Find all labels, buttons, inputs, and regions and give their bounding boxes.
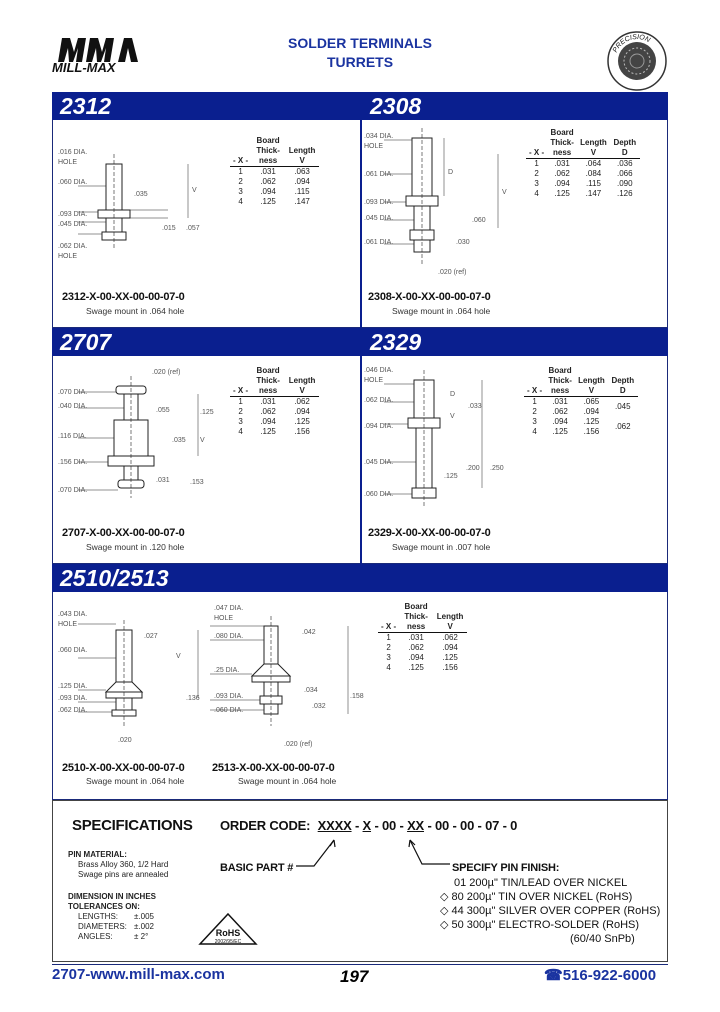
table-row: 4 .125 .156 bbox=[532, 427, 600, 436]
table-row: 2 .062 .094 bbox=[238, 407, 310, 416]
page-title bbox=[240, 34, 480, 72]
mill-max-logo bbox=[52, 36, 152, 74]
label-2308-8: .060 bbox=[472, 217, 486, 224]
footer-url[interactable]: 2707-www.mill-max.com bbox=[52, 966, 225, 983]
band-2510-2513: 2510/2513 bbox=[52, 564, 668, 592]
table-2707: - X - Board Thick-ness Length V 1 .031 .062 2 .062 .094 3 .094 .125 4 .125 .156 bbox=[230, 366, 319, 437]
table-row: 1 .031 .062 bbox=[238, 397, 310, 406]
label-2510-3: .027 bbox=[144, 633, 158, 640]
label-2707-6: .035 bbox=[172, 437, 186, 444]
label-2329-9: .200 bbox=[466, 465, 480, 472]
label-2510-0: .043 DIA. bbox=[58, 611, 88, 618]
table-row: 4 .125 .156 bbox=[238, 427, 310, 436]
label-2707-5: .116 DIA. bbox=[58, 433, 87, 440]
seal-text: PRECISION bbox=[611, 33, 652, 54]
label-2308-7: .061 DIA. bbox=[364, 239, 394, 246]
drawing-2329 bbox=[364, 362, 524, 512]
label-2308-3: D bbox=[448, 169, 454, 176]
table-row: 1 .031 .064 .036 bbox=[534, 159, 633, 168]
th-length: Length V bbox=[285, 136, 319, 167]
label-2329-1: HOLE bbox=[364, 377, 384, 384]
pin-material: PIN MATERIAL: Brass Alloy 360, 1/2 Hard Swage pins are annealed bbox=[68, 850, 169, 879]
svg-text:RoHS: RoHS bbox=[215, 928, 241, 938]
label-2329-10: .250 bbox=[490, 465, 504, 472]
table-row: 3 .094 .115 bbox=[238, 187, 310, 196]
drawing-2308 bbox=[364, 124, 524, 284]
label-2513-10: .020 (ref) bbox=[284, 741, 313, 748]
note-2707: Swage mount in .120 hole bbox=[86, 542, 185, 552]
label-2513-4: .25 DIA. bbox=[214, 667, 240, 674]
label-2308-10: .020 (ref) bbox=[438, 269, 467, 276]
label-2308-1: HOLE bbox=[364, 143, 384, 150]
divider-1 bbox=[360, 92, 362, 328]
label-2308-0: .034 DIA. bbox=[364, 133, 394, 140]
finish-item: ◇ 44 300µ" SILVER OVER COPPER (RoHS) bbox=[440, 905, 661, 917]
table-row: 2 .062 .084 .066 bbox=[534, 169, 633, 178]
table-row: 2 .062 .094 bbox=[532, 407, 600, 416]
tolerances: DIMENSION IN INCHES TOLERANCES ON: LENGTHS: ±.005 DIAMETERS: ±.002 ANGLES: ± 2° bbox=[68, 892, 157, 941]
specifications-heading: SPECIFICATIONS bbox=[72, 817, 193, 834]
label-2707-8: .156 DIA. bbox=[58, 459, 88, 466]
band-2329: 2329 bbox=[370, 329, 422, 355]
band-2707: 2707 bbox=[60, 329, 112, 355]
label-2308-4: V bbox=[502, 189, 507, 196]
label-2329-7: .045 DIA. bbox=[364, 459, 394, 466]
label-2513-0: .047 DIA. bbox=[214, 605, 244, 612]
table-row: 1 .031 .063 bbox=[238, 167, 310, 176]
phone-icon: ☎ bbox=[544, 967, 563, 984]
table-2510: - X - Board Thick-ness Length V 1 .031 .062 2 .062 .094 3 .094 .125 4 .125 .156 bbox=[378, 602, 467, 673]
label-2510-9: .020 bbox=[118, 737, 132, 744]
label-2707-1: .070 DIA. bbox=[58, 389, 88, 396]
label-2707-0: .020 (ref) bbox=[152, 369, 181, 376]
table-row: 2 .062 .094 bbox=[386, 643, 458, 652]
label-2308-6: .045 DIA. bbox=[364, 215, 394, 222]
label-2329-8: .125 bbox=[444, 473, 458, 480]
title-line-1: SOLDER TERMINALS bbox=[288, 35, 432, 51]
order-code: ORDER CODE: XXXX - X - 00 - XX - 00 - 00 - 07 - 0 bbox=[220, 818, 518, 833]
table-2308: - X - Board Thick-ness Length V Depth D 1 .031 .064 .036 2 .062 .084 .066 3 .094 .115 .090 4 .125 .147 .126 bbox=[526, 128, 640, 199]
table-row: 3 .094 .125 .062 bbox=[532, 417, 631, 431]
footer-rule bbox=[52, 964, 668, 965]
label-2707-7: V bbox=[200, 437, 205, 444]
title-line-2: TURRETS bbox=[326, 54, 394, 70]
part-number-2513: 2513-X-00-XX-00-00-07-0 bbox=[212, 762, 335, 774]
table-row: 4 .125 .156 bbox=[386, 663, 458, 672]
label-2707-3: .055 bbox=[156, 407, 170, 414]
th-board: Board Thick-ness bbox=[251, 136, 285, 167]
label-2707-10: .031 bbox=[156, 477, 170, 484]
label-2312-1: HOLE bbox=[58, 159, 78, 166]
finish-item: 01 200µ" TIN/LEAD OVER NICKEL bbox=[454, 877, 628, 889]
label-2513-5: .093 DIA. bbox=[214, 693, 244, 700]
finish-heading: SPECIFY PIN FINISH: bbox=[452, 862, 560, 874]
rohs-badge-icon bbox=[198, 912, 258, 952]
svg-text:2002/95/EC: 2002/95/EC bbox=[214, 939, 242, 945]
finish-list bbox=[440, 876, 660, 946]
part-number-2308: 2308-X-00-XX-00-00-07-0 bbox=[368, 291, 491, 303]
finish-item: ◇ 80 200µ" TIN OVER NICKEL (RoHS) bbox=[440, 891, 633, 903]
finish-item: (60/40 SnPb) bbox=[570, 933, 635, 945]
band-2308: 2308 bbox=[370, 93, 422, 119]
label-2513-7: .034 bbox=[304, 687, 318, 694]
table-row: 3 .094 .115 .090 bbox=[534, 179, 633, 188]
label-2510-4: V bbox=[176, 653, 181, 660]
label-2510-2: .060 DIA. bbox=[58, 647, 88, 654]
part-number-2510: 2510-X-00-XX-00-00-07-0 bbox=[62, 762, 185, 774]
label-2312-10: .057 bbox=[186, 225, 200, 232]
part-number-2312: 2312-X-00-XX-00-00-07-0 bbox=[62, 291, 185, 303]
label-2513-8: .032 bbox=[312, 703, 326, 710]
label-2510-5: .125 DIA. bbox=[58, 683, 88, 690]
label-2329-5: .033 bbox=[468, 403, 482, 410]
table-row: 1 .031 .062 bbox=[386, 633, 458, 642]
label-2510-7: .062 DIA. bbox=[58, 707, 88, 714]
label-2308-2: .061 DIA. bbox=[364, 171, 394, 178]
label-2510-1: HOLE bbox=[58, 621, 78, 628]
label-2308-5: .093 DIA. bbox=[364, 199, 394, 206]
label-2329-3: D bbox=[450, 391, 456, 398]
precision-seal-icon bbox=[606, 30, 668, 92]
label-2312-5: .093 DIA. bbox=[58, 211, 88, 218]
band-2312: 2312 bbox=[60, 93, 112, 119]
note-2312: Swage mount in .064 hole bbox=[86, 306, 185, 316]
note-2510: Swage mount in .064 hole bbox=[86, 776, 185, 786]
table-row: 4 .125 .147 bbox=[238, 197, 310, 206]
label-2510-8: .136 bbox=[186, 695, 200, 702]
label-2312-7: .062 DIA. bbox=[58, 243, 88, 250]
label-2513-1: HOLE bbox=[214, 615, 234, 622]
label-2707-9: .070 DIA. bbox=[58, 487, 88, 494]
label-2312-3: .035 bbox=[134, 191, 148, 198]
page-number: 197 bbox=[340, 967, 369, 986]
note-2329: Swage mount in .007 hole bbox=[392, 542, 491, 552]
label-2510-6: .093 DIA. bbox=[58, 695, 88, 702]
label-2329-6: .094 DIA. bbox=[364, 423, 394, 430]
table-row: 3 .094 .125 bbox=[386, 653, 458, 662]
label-2312-9: .015 bbox=[162, 225, 176, 232]
label-2308-9: .030 bbox=[456, 239, 470, 246]
label-2707-2: .040 DIA. bbox=[58, 403, 88, 410]
label-2513-3: .042 bbox=[302, 629, 316, 636]
label-2513-6: .060 DIA. bbox=[214, 707, 244, 714]
label-2312-0: .016 DIA. bbox=[58, 149, 88, 156]
label-2312-4: V bbox=[192, 187, 197, 194]
label-2329-0: .046 DIA. bbox=[364, 367, 394, 374]
order-code-arrows bbox=[290, 834, 470, 874]
label-2513-9: .158 bbox=[350, 693, 364, 700]
footer-phone: ☎516-922-6000 bbox=[544, 967, 657, 984]
part-number-2707: 2707-X-00-XX-00-00-07-0 bbox=[62, 527, 185, 539]
note-2308: Swage mount in .064 hole bbox=[392, 306, 491, 316]
table-row: 1 .031 .065 .045 bbox=[532, 397, 631, 411]
label-2513-2: .080 DIA. bbox=[214, 633, 244, 640]
drawing-2513 bbox=[210, 600, 370, 752]
note-2513: Swage mount in .064 hole bbox=[238, 776, 337, 786]
th-x: - X - bbox=[230, 136, 251, 167]
drawing-2312 bbox=[58, 124, 238, 274]
label-2707-11: .153 bbox=[190, 479, 204, 486]
label-2329-2: .062 DIA. bbox=[364, 397, 394, 404]
label-2329-11: .060 DIA. bbox=[364, 491, 394, 498]
part-number-2329: 2329-X-00-XX-00-00-07-0 bbox=[368, 527, 491, 539]
label-2329-4: V bbox=[450, 413, 455, 420]
finish-item: ◇ 50 300µ" ELECTRO-SOLDER (RoHS) bbox=[440, 919, 640, 931]
table-2312 bbox=[230, 136, 319, 207]
divider-2 bbox=[360, 328, 362, 564]
table-row: 3 .094 .125 bbox=[238, 417, 310, 426]
drawing-2510 bbox=[58, 602, 208, 752]
label-2312-8: HOLE bbox=[58, 253, 78, 260]
table-2329: - X - Board Thick-ness Length V Depth D 1 .031 .065 .045 2 .062 .094 3 .094 .125 .062 4 .125 .156 bbox=[524, 366, 638, 437]
label-2312-6: .045 DIA. bbox=[58, 221, 88, 228]
label-2312-2: .060 DIA. bbox=[58, 179, 88, 186]
basic-part-label: BASIC PART # bbox=[220, 862, 294, 874]
label-2707-4: .125 bbox=[200, 409, 214, 416]
drawing-2707 bbox=[58, 362, 228, 512]
table-row: 2 .062 .094 bbox=[238, 177, 310, 186]
logo-text: MILL-MAX bbox=[52, 60, 116, 74]
table-row: 4 .125 .147 .126 bbox=[534, 189, 633, 198]
